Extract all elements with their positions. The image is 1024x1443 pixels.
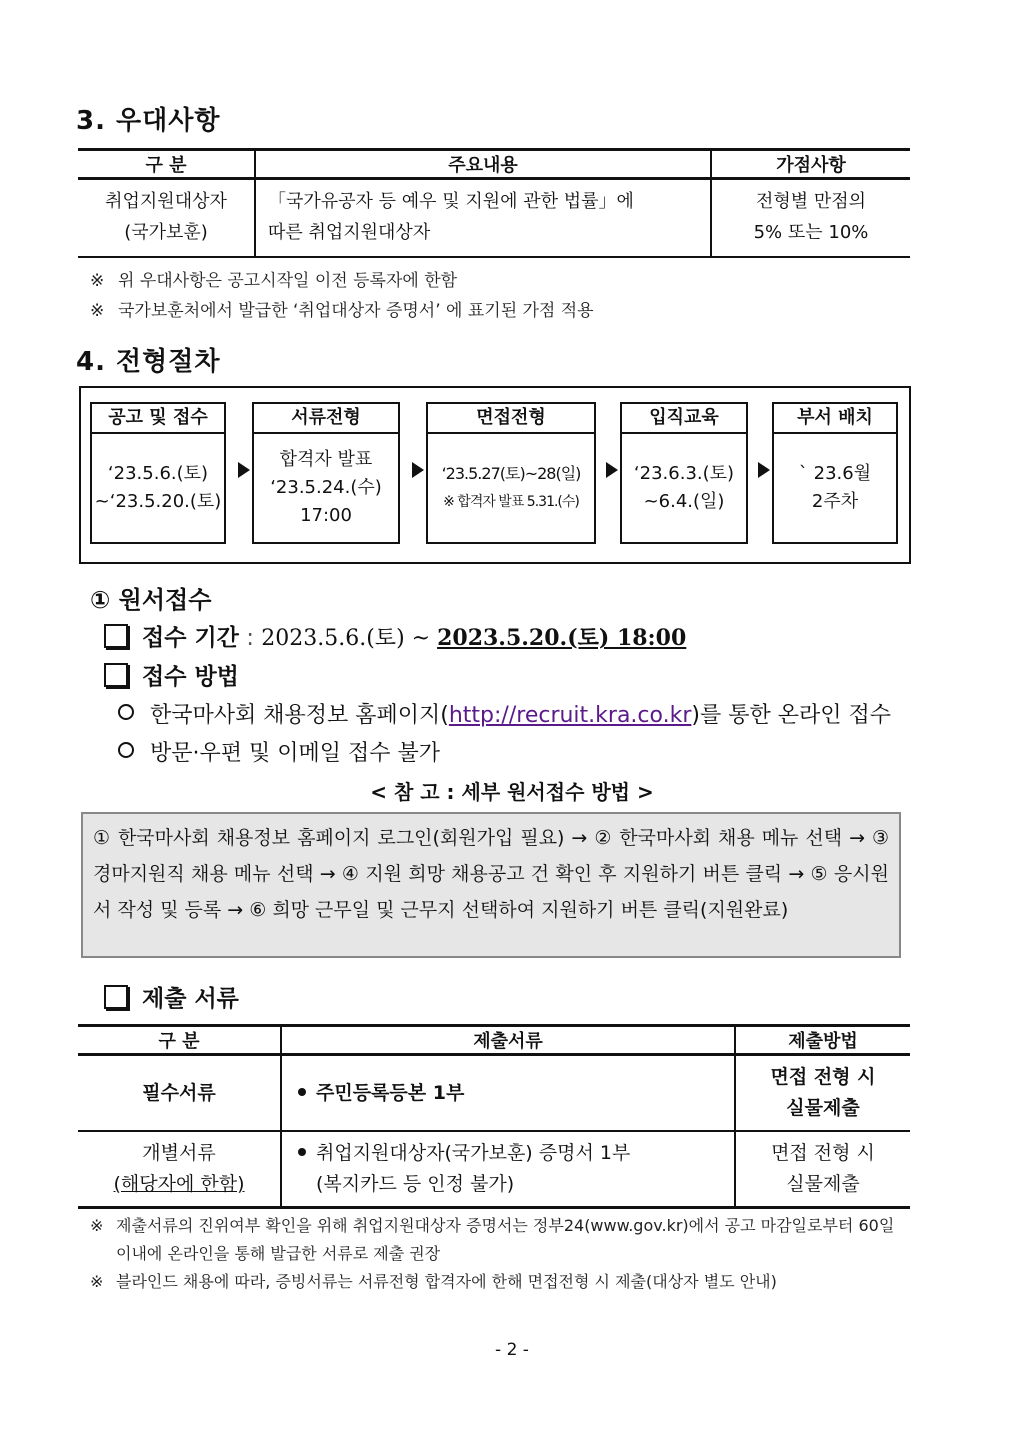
cell-category: 개별서류 (해당자에 한함) bbox=[78, 1131, 281, 1208]
square-bullet-icon bbox=[104, 624, 128, 648]
cell-category: 필수서류 bbox=[78, 1055, 281, 1132]
subsection-title-application: ① 원서접수 bbox=[90, 586, 212, 614]
square-bullet-icon bbox=[104, 985, 128, 1009]
step-head: 입직교육 bbox=[622, 404, 746, 434]
step-head: 면접전형 bbox=[428, 404, 594, 434]
square-bullet-icon bbox=[104, 663, 128, 687]
cell-category: 취업지원대상자 (국가보훈) bbox=[78, 179, 255, 258]
note-line: ※ 위 우대사항은 공고시작일 이전 등록자에 한함 bbox=[90, 271, 458, 291]
bullet-icon bbox=[298, 1148, 306, 1156]
section-title-preference: 3. 우대사항 bbox=[76, 106, 221, 136]
header-category: 구 분 bbox=[78, 150, 255, 179]
section-title-process: 4. 전형절차 bbox=[76, 347, 221, 377]
preference-table bbox=[78, 148, 910, 258]
cell-documents: 취업지원대상자(국가보훈) 증명서 1부 (복지카드 등 인정 불가) bbox=[281, 1131, 735, 1208]
note-line: ※ 국가보훈처에서 발급한 ‘취업대상자 증명서’ 에 표기된 가점 적용 bbox=[90, 301, 594, 321]
cell-method: 면접 전형 시 실물제출 bbox=[735, 1131, 910, 1208]
apply-method: 접수 방법 bbox=[104, 658, 239, 691]
circle-bullet-icon bbox=[118, 704, 134, 720]
reference-box: ① 한국마사회 채용정보 홈페이지 로그인(회원가입 필요) → ② 한국마사회 채용 메뉴 선택 → ③ 경마지원직 채용 메뉴 선택 → ④ 지원 희망 채용공고 건 확인 후 지원하기 버튼 클릭 → ⑤ 응시원서 작성 및 등록 → ⑥ 희망 근무일 및 근무지 선택하여 지원하기 버튼 클릭(지원완료) bbox=[81, 812, 901, 958]
apply-period: 접수 기간 : 2023.5.6.(토) ~ 2023.5.20.(토) 18:00 bbox=[104, 619, 686, 652]
arrow-right-icon bbox=[758, 462, 770, 478]
note-line: ※ 제출서류의 진위여부 확인을 위해 취업지원대상자 증명서는 정부24(www.gov.kr)에서 공고 마감일로부터 60일 이내에 온라인을 통해 발급한 서류로 제출 권장 bbox=[90, 1212, 910, 1268]
arrow-right-icon bbox=[412, 462, 424, 478]
circle-bullet-icon bbox=[118, 742, 134, 758]
table-row bbox=[78, 179, 910, 258]
header-bonus: 가점사항 bbox=[711, 150, 910, 179]
note-line: ※ 블라인드 채용에 따라, 증빙서류는 서류전형 합격자에 한해 면접전형 시 제출(대상자 별도 안내) bbox=[90, 1268, 910, 1296]
deadline: 2023.5.20.(토) 18:00 bbox=[437, 625, 687, 651]
bullet-icon bbox=[298, 1088, 306, 1096]
cell-documents: 주민등록등본 1부 bbox=[281, 1055, 735, 1132]
process-step-document: 서류전형 합격자 발표 ‘23.5.24.(수) 17:00 bbox=[252, 402, 400, 544]
header-method: 제출방법 bbox=[735, 1026, 910, 1055]
reference-mark: ※ bbox=[90, 1216, 104, 1235]
reference-mark: ※ bbox=[90, 271, 105, 291]
reference-title: < 참 고 : 세부 원서접수 방법 > bbox=[370, 780, 654, 804]
cell-bonus: 전형별 만점의 5% 또는 10% bbox=[711, 179, 910, 258]
reference-mark: ※ bbox=[90, 301, 105, 321]
arrow-right-icon bbox=[606, 462, 618, 478]
documents-table bbox=[78, 1024, 910, 1209]
cell-content: 「국가유공자 등 예우 및 지원에 관한 법률」에 따른 취업지원대상자 bbox=[255, 179, 711, 258]
header-category: 구 분 bbox=[78, 1026, 281, 1055]
process-step-placement: 부서 배치 ` 23.6월 2주차 bbox=[772, 402, 898, 544]
documents-title: 제출 서류 bbox=[104, 980, 239, 1013]
process-step-training: 입직교육 ‘23.6.3.(토) ~6.4.(일) bbox=[620, 402, 748, 544]
arrow-right-icon bbox=[238, 462, 250, 478]
method-offline: 방문·우편 및 이메일 접수 불가 bbox=[118, 736, 440, 767]
page-number: - 2 - bbox=[495, 1340, 529, 1360]
header-content: 주요내용 bbox=[255, 150, 711, 179]
reference-mark: ※ bbox=[90, 1272, 104, 1291]
process-step-interview: 면접전형 ‘23.5.27(토)~28(일) ※ 합격자 발표 5.31.(수) bbox=[426, 402, 596, 544]
step-head: 서류전형 bbox=[254, 404, 398, 434]
table-row bbox=[78, 1055, 910, 1132]
recruit-site-link[interactable]: http://recruit.kra.co.kr bbox=[448, 703, 692, 728]
table-row bbox=[78, 1131, 910, 1208]
header-documents: 제출서류 bbox=[281, 1026, 735, 1055]
step-head: 부서 배치 bbox=[774, 404, 896, 434]
cell-method: 면접 전형 시 실물제출 bbox=[735, 1055, 910, 1132]
step-head: 공고 및 접수 bbox=[92, 404, 224, 434]
method-online: 한국마사회 채용정보 홈페이지(http://recruit.kra.co.kr)를 통한 온라인 접수 bbox=[118, 698, 891, 729]
process-step-announce: 공고 및 접수 ‘23.5.6.(토) ~‘23.5.20.(토) bbox=[90, 402, 226, 544]
